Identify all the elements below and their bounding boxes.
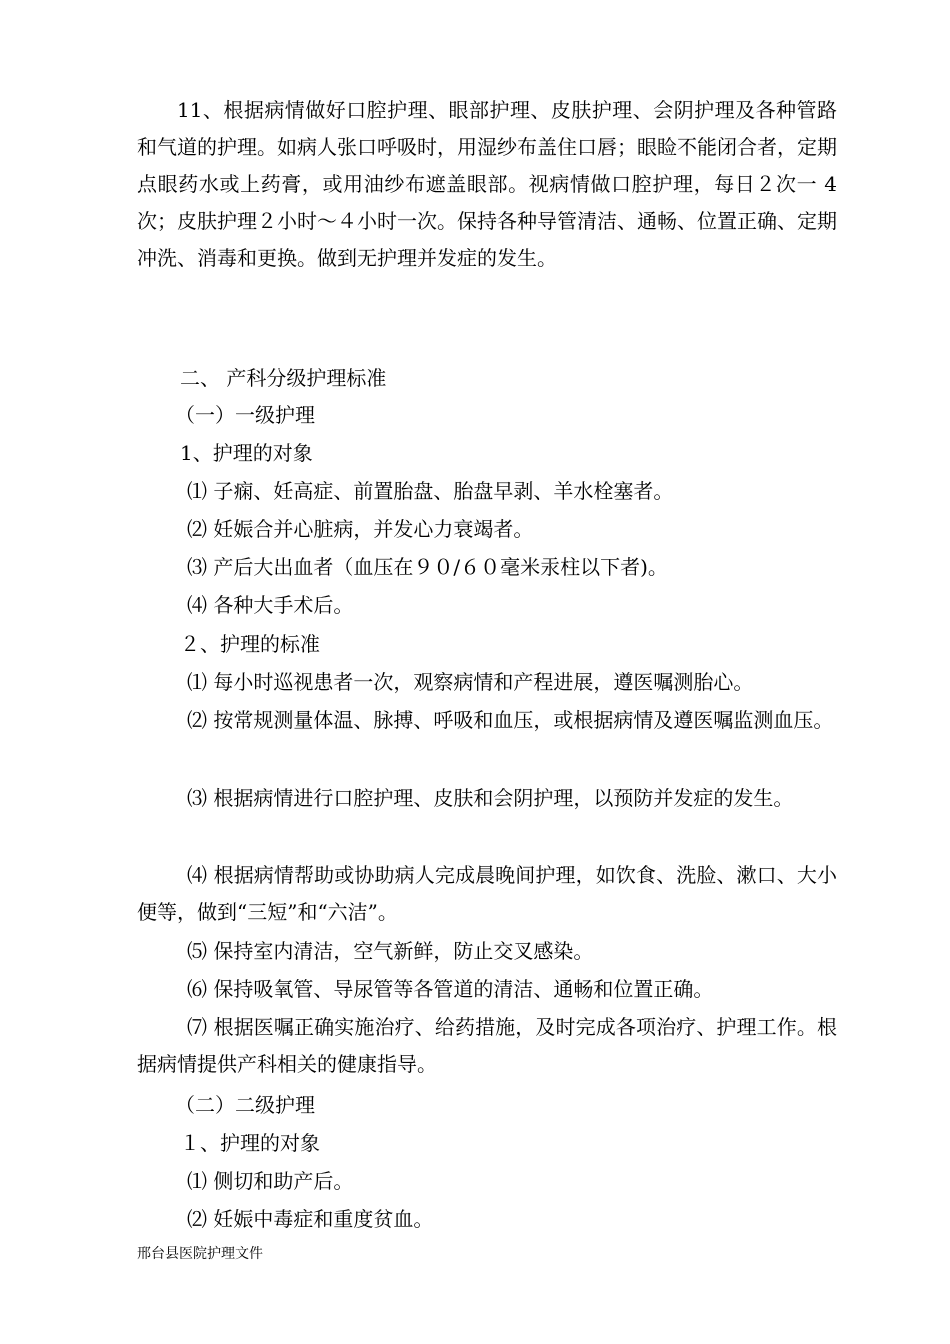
list-item: ⑹ 保持吸氧管、导尿管等各管道的清洁、通畅和位置正确。 [187,977,714,1001]
list-item: ⑵ 妊娠中毒症和重度贫血。 [187,1207,434,1231]
page-footer: 邢台县医院护理文件 [137,1246,263,1262]
list-item: ⑸ 保持室内清洁，空气新鲜，防止交叉感染。 [187,939,594,963]
list-item: ⑶ 产后大出血者（血压在９０/６０毫米汞柱以下者)。 [187,555,668,579]
list-item: ⑶ 根据病情进行口腔护理、皮肤和会阴护理，以预防并发症的发生。 [187,786,794,810]
list-heading-objects: １、护理的对象 [180,1131,320,1155]
list-item: ⑴ 侧切和助产后。 [187,1169,354,1193]
subsection-title-level2: （二）二级护理 [175,1093,315,1117]
list-item: ⑺ 根据医嘱正确实施治疗、给药措施，及时完成各项治疗、护理工作。根据病情提供产科相关的健康指导。 [137,1015,837,1076]
list-item: ⑷ 各种大手术后。 [187,593,354,617]
list-heading-objects: 1、护理的对象 [180,441,313,465]
list-item: ⑴ 子痫、妊高症、前置胎盘、胎盘早剥、羊水栓塞者。 [187,479,674,503]
list-item: ⑷ 根据病情帮助或协助病人完成晨晚间护理，如饮食、洗脸、漱口、大小便等，做到“三短”和“六洁”。 [137,863,837,924]
subsection-title-level1: （一）一级护理 [175,403,315,427]
list-item: ⑵ 按常规测量体温、脉搏、呼吸和血压，或根据病情及遵医嘱监测血压。 [187,708,834,732]
section-title: 二、 产科分级护理标准 [180,366,387,390]
list-item: ⑵ 妊娠合并心脏病，并发心力衰竭者。 [187,517,534,541]
list-item: ⑴ 每小时巡视患者一次，观察病情和产程进展，遵医嘱测胎心。 [187,670,754,694]
list-heading-standards: ２、护理的标准 [180,632,320,656]
paragraph-item-11: 11、根据病情做好口腔护理、眼部护理、皮肤护理、会阴护理及各种管路和气道的护理。如病人张口呼吸时，用湿纱布盖住口唇；眼睑不能闭合者，定期点眼药水或上药膏，或用油纱布遮盖眼部。视病情做口腔护理，每日２次一 4 次；皮肤护理２小时～４小时一次。保持各种导管清洁、通畅、位置正确、定期冲洗、消毒和更换。做到无护理并发症的发生。 [137,98,837,270]
